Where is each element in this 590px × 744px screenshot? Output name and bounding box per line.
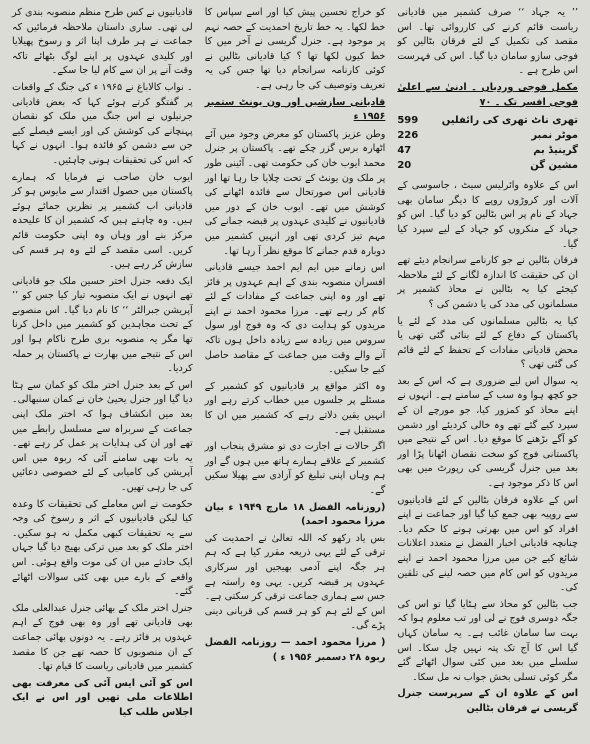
- paragraph: ’’ یہ جہاد ‘‘ صرف کشمیر میں قادیانی ریاست قائم کرنے کی کارروائی تھا۔ اس مقصد کی تکمیل کے لئے فرقان بٹالین کو فوجی سازو سامان دیا گیا۔ اس کی فہرست اس طرح ہے ۔: [397, 7, 578, 77]
- paragraph: قادیانیوں نے کس طرح منظم منصوبہ بندی کر لی تھی۔ ساری داستان ملاحظہ فرمائیں کہ جماعت نے ہر طرف اپنا اثر و رسوخ پھیلایا اور کلیدی عہدوں پر اپنے لوگ بٹھائے تاکہ وقت آنے پر ان سے کام لیا جا سکے۔: [12, 7, 193, 77]
- table-row: [397, 113, 578, 128]
- paragraph: اگر حالات نے اجازت دی تو مشرق پنجاب اور کشمیر کے علاقے ہمارے ہاتھ میں ہوں گے اور ہم وہاں اپنی تبلیغ کو آزادی سے پھیلا سکیں گے۔: [204, 441, 386, 496]
- columns-container: [6, 6, 584, 740]
- paragraph: اس کے بعد جنرل اختر ملک کو کمان سے ہٹا دیا گیا اور جنرل یحییٰ خان نے کمان سنبھالی۔ بعد میں انکشاف ہوا کہ اختر ملک اپنی جماعت کے سربراہ سے مسلسل رابطے میں تھے اور ان کی ہدایات پر عمل کر رہے تھے۔ یہ بات بھی سامنے آئی کہ ربوہ میں اس آپریشن کی کامیابی کے لئے خصوصی دعائیں کی جا رہی تھیں۔: [12, 379, 193, 493]
- citation: (روزنامہ الفضل ۱۸ مارچ ۱۹۴۹ ء بیان مرزا محمود احمد): [204, 501, 386, 528]
- middle-column: [199, 6, 392, 740]
- paragraph: جنرل اختر ملک کے بھائی جنرل عبدالعلی ملک بھی قادیانی تھے اور وہ بھی فوج کے اہم عہدوں پر فائز رہے۔ یہ دونوں بھائی جماعت کے ان منصوبوں کا حصہ تھے جن کا مقصد کشمیر میں قادیانی ریاست کا قیام تھا۔: [12, 602, 193, 673]
- table-row: [397, 158, 578, 173]
- left-column: [6, 6, 199, 740]
- paragraph: اس زمانے میں ایم ایم احمد جیسے قادیانی افسران منصوبہ بندی کے اہم عہدوں پر فائز تھے اور وہ اپنی جماعت کے مفادات کے لئے کام کر رہے تھے۔ مرزا محمود احمد نے اپنے مریدوں کو ہدایت دی کہ وہ فوج اور سول سروس میں زیادہ سے زیادہ داخل ہوں تاکہ آنے والے وقت میں جماعت کے مقاصد حاصل کیے جا سکیں۔: [204, 262, 386, 376]
- paragraph: وطن عزیز پاکستان کو معرض وجود میں آئے اٹھارہ برس گزر چکے تھے۔ پاکستان پر جنرل محمد ایوب خان کی حکومت تھی۔ آئینی طور پر ملک ون یونٹ کے تحت چلایا جا رہا تھا اور قادیانی اس صورتحال سے فائدہ اٹھانے کی کوشش میں تھے۔ ایوب خان کے دور میں قادیانیوں نے کلیدی عہدوں پر قبضہ جمانے کی مہم تیز کردی تھی اور انہیں کشمیر میں دوبارہ قدم جمانے کا موقع نظر آ رہا تھا۔: [204, 128, 386, 257]
- paragraph: بس یاد رکھو کہ اللہ تعالیٰ نے احمدیت کی ترقی کے لئے یہی ذریعہ مقرر کیا ہے کہ ہم ہر جگہ اپنے آدمی بھیجیں اور سرکاری عہدوں پر قبضہ کریں۔ یہی وہ راستہ ہے جس سے ہماری جماعت ترقی کر سکتی ہے۔ اس کے لئے ہم کو ہر قسم کی قربانی دینی پڑے گی۔: [204, 532, 386, 632]
- paragraph: کو خراج تحسین پیش کیا اور اسے سپاس کا خط لکھا۔ یہ خط تاریخ احمدیت کے حصہ نہم پر موجود ہے۔ جنرل گریسی نے آخر میں کا خط کیوں لکھا تھا ؟ کیا قادیانی بٹالین نے کوئی کارنامہ سرانجام دیا تھا جس کی یہ تعریف وتوصیف کی جا رہی ہے۔: [204, 7, 386, 91]
- paragraph: اس کے علاوہ وائرلیس سیٹ ، جاسوسی کے آلات اور کروڑوں روپے کا دیگر سامان بھی جہاد کے نام پر اس بٹالین کو دیا گیا۔ اس کو جہاد کے منکروں کو جہاد کے لیے سپرد کیا گیا۔: [397, 180, 578, 250]
- paragraph: فرقان بٹالین نے جو کارنامے سرانجام دیئے تھے ان کی حقیقت کا اندازہ لگانے کے لئے ملاحظہ کیجئے کیا یہ بٹالین نے محاذ کشمیر پر مسلمانوں کی مدد کی یا دشمن کی ؟: [397, 255, 578, 310]
- row-label: موٹر نمبر: [531, 130, 578, 142]
- paragraph: وہ اکثر مواقع پر قادیانیوں کو کشمیر کے مسئلے پر جلسوں میں خطاب کرتے رہے اور انہیں یقین دلاتے رہے کہ کشمیر میں ان کا مستقبل ہے۔: [204, 380, 386, 436]
- row-label: مشین گن: [530, 160, 578, 172]
- paragraph: اس کو آئی ایس آئی کی معرفت بھی اطلاعات ملی تھیں اور اس نے ایک اجلاس طلب کیا: [12, 677, 193, 718]
- equipment-table: [397, 113, 578, 173]
- row-value: 599: [397, 115, 419, 127]
- paragraph: ایوب خان صاحب نے فرمایا کہ ہمارے پاکستان میں حصول اقتدار سے مایوس ہو کر قادیانی اب کشمیر پر نظریں جمائے ہوئے ہیں۔ وہ چاہتے ہیں کہ کشمیر ان کا علیحدہ مرکز بنے اور وہاں وہ اپنی حکومت قائم کریں۔ اسی مقصد کے لئے وہ ہر قسم کی سازش کر رہے ہیں۔: [12, 171, 193, 271]
- paragraph: اس کے علاوہ ان کے سرپرست جنرل گریسی نے فرقان بٹالین: [397, 688, 578, 714]
- row-label: تھری ناٹ تھری کی رائفلیں: [441, 115, 578, 127]
- table-row: [397, 143, 578, 158]
- row-value: 20: [397, 160, 412, 172]
- paragraph: کیا یہ بٹالین مسلمانوں کی مدد کے لئے یا پاکستان کے دفاع کے لئے بنائی گئی تھی یا محض قادیانی مفادات کے تحفظ کے لئے قائم کی گئی تھی ؟: [397, 315, 578, 371]
- row-value: 226: [397, 130, 419, 142]
- paragraph: اس کے علاوہ فرقان بٹالین کے لئے قادیانیوں سے روپیہ بھی جمع کیا گیا اور جماعت نے اپنے افراد کو اس میں بھرتی ہونے کا حکم دیا۔ چنانچہ قادیانی اخبار الفضل نے متعدد اعلانات شائع کیے جن میں مرزا محمود احمد نے اپنے مریدوں کو اس کام میں حصہ لینے کی تلقین کی۔: [397, 494, 578, 594]
- paragraph: ۔ نواب کالاباغ نے ۱۹۶۵ ء کی جنگ کے واقعات پر گفتگو کرتے ہوئے کہا کہ بعض قادیانی جرنیلوں نے اس جنگ میں ملک کو نقصان پہنچانے کی کوشش کی اور ایسے فیصلے کیے جن سے دشمن کو فائدہ ہوا۔ انہوں نے کہا کہ اس کی تحقیقات ہونی چاہئیں۔: [12, 81, 193, 166]
- right-column: [391, 6, 584, 740]
- section-heading: قادیانی سازشیں اور ون یونٹ ستمبر ۱۹۵۶ ء: [204, 96, 386, 123]
- paragraph: ایک دفعہ جنرل اختر حسین ملک جو قادیانی تھے انہوں نے ایک منصوبہ تیار کیا جس کو ’’ آپریشن جبرالٹر ‘‘ کا نام دیا گیا۔ اس منصوبے کے تحت مجاہدین کو کشمیر میں داخل کرنا تھا مگر یہ منصوبہ بری طرح ناکام ہوا اور اس کے نتیجے میں بھارت نے پاکستان پر حملہ کردیا۔: [12, 275, 193, 375]
- signature: ( مرزا محمود احمد — روزنامہ الفضل ربوہ ۲۸ دسمبر ۱۹۵۶ ء ): [204, 636, 386, 663]
- table-row: [397, 128, 578, 143]
- paragraph: حکومت نے اس معاملے کی تحقیقات کا وعدہ کیا لیکن قادیانیوں کے اثر و رسوخ کی وجہ سے یہ تحقیقات کبھی مکمل نہ ہو سکیں۔ اختر ملک کو بعد میں ترکی بھیج دیا گیا جہاں ایک حادثے میں ان کی موت واقع ہوئی۔ اس واقعے کے بارے میں بھی کئی سوالات اٹھائے گئے۔: [12, 498, 193, 598]
- row-value: 47: [397, 145, 412, 157]
- paragraph: جب بٹالین کو محاذ سے ہٹایا گیا تو اس کی جگہ دوسری فوج نے لی اور تب معلوم ہوا کہ بہت سا سامان غائب ہے۔ یہ سامان کہاں گیا اس کا آج تک پتہ نہیں چل سکا۔ اس سلسلے میں بعد میں کئی سوال اٹھائے گئے مگر کوئی تسلی بخش جواب نہ مل سکا۔: [397, 598, 578, 683]
- table-heading: مکمل فوجی وردیاں ۔ ادنیٰ سے اعلیٰ فوجی افسر تک ۔ ۷۰: [397, 81, 578, 108]
- row-label: گرینیڈ بم: [533, 145, 578, 157]
- paragraph: یہ سوال اس لیے ضروری ہے کہ اس کے بعد جو کچھ ہوا وہ سب کے سامنے ہے۔ انہوں نے اپنے محاذ کو کمزور کیا، جو مورچے ان کے سپرد کیے گئے تھے وہ خالی کردیئے اور دشمن کو آگے بڑھنے کا موقع دیا۔ اس کے نتیجے میں پاکستانی فوج کو سخت نقصان اٹھانا پڑا اور بعد میں جنرل گریسی کی رپورٹ میں بھی اس کا ذکر موجود ہے۔: [397, 375, 578, 490]
